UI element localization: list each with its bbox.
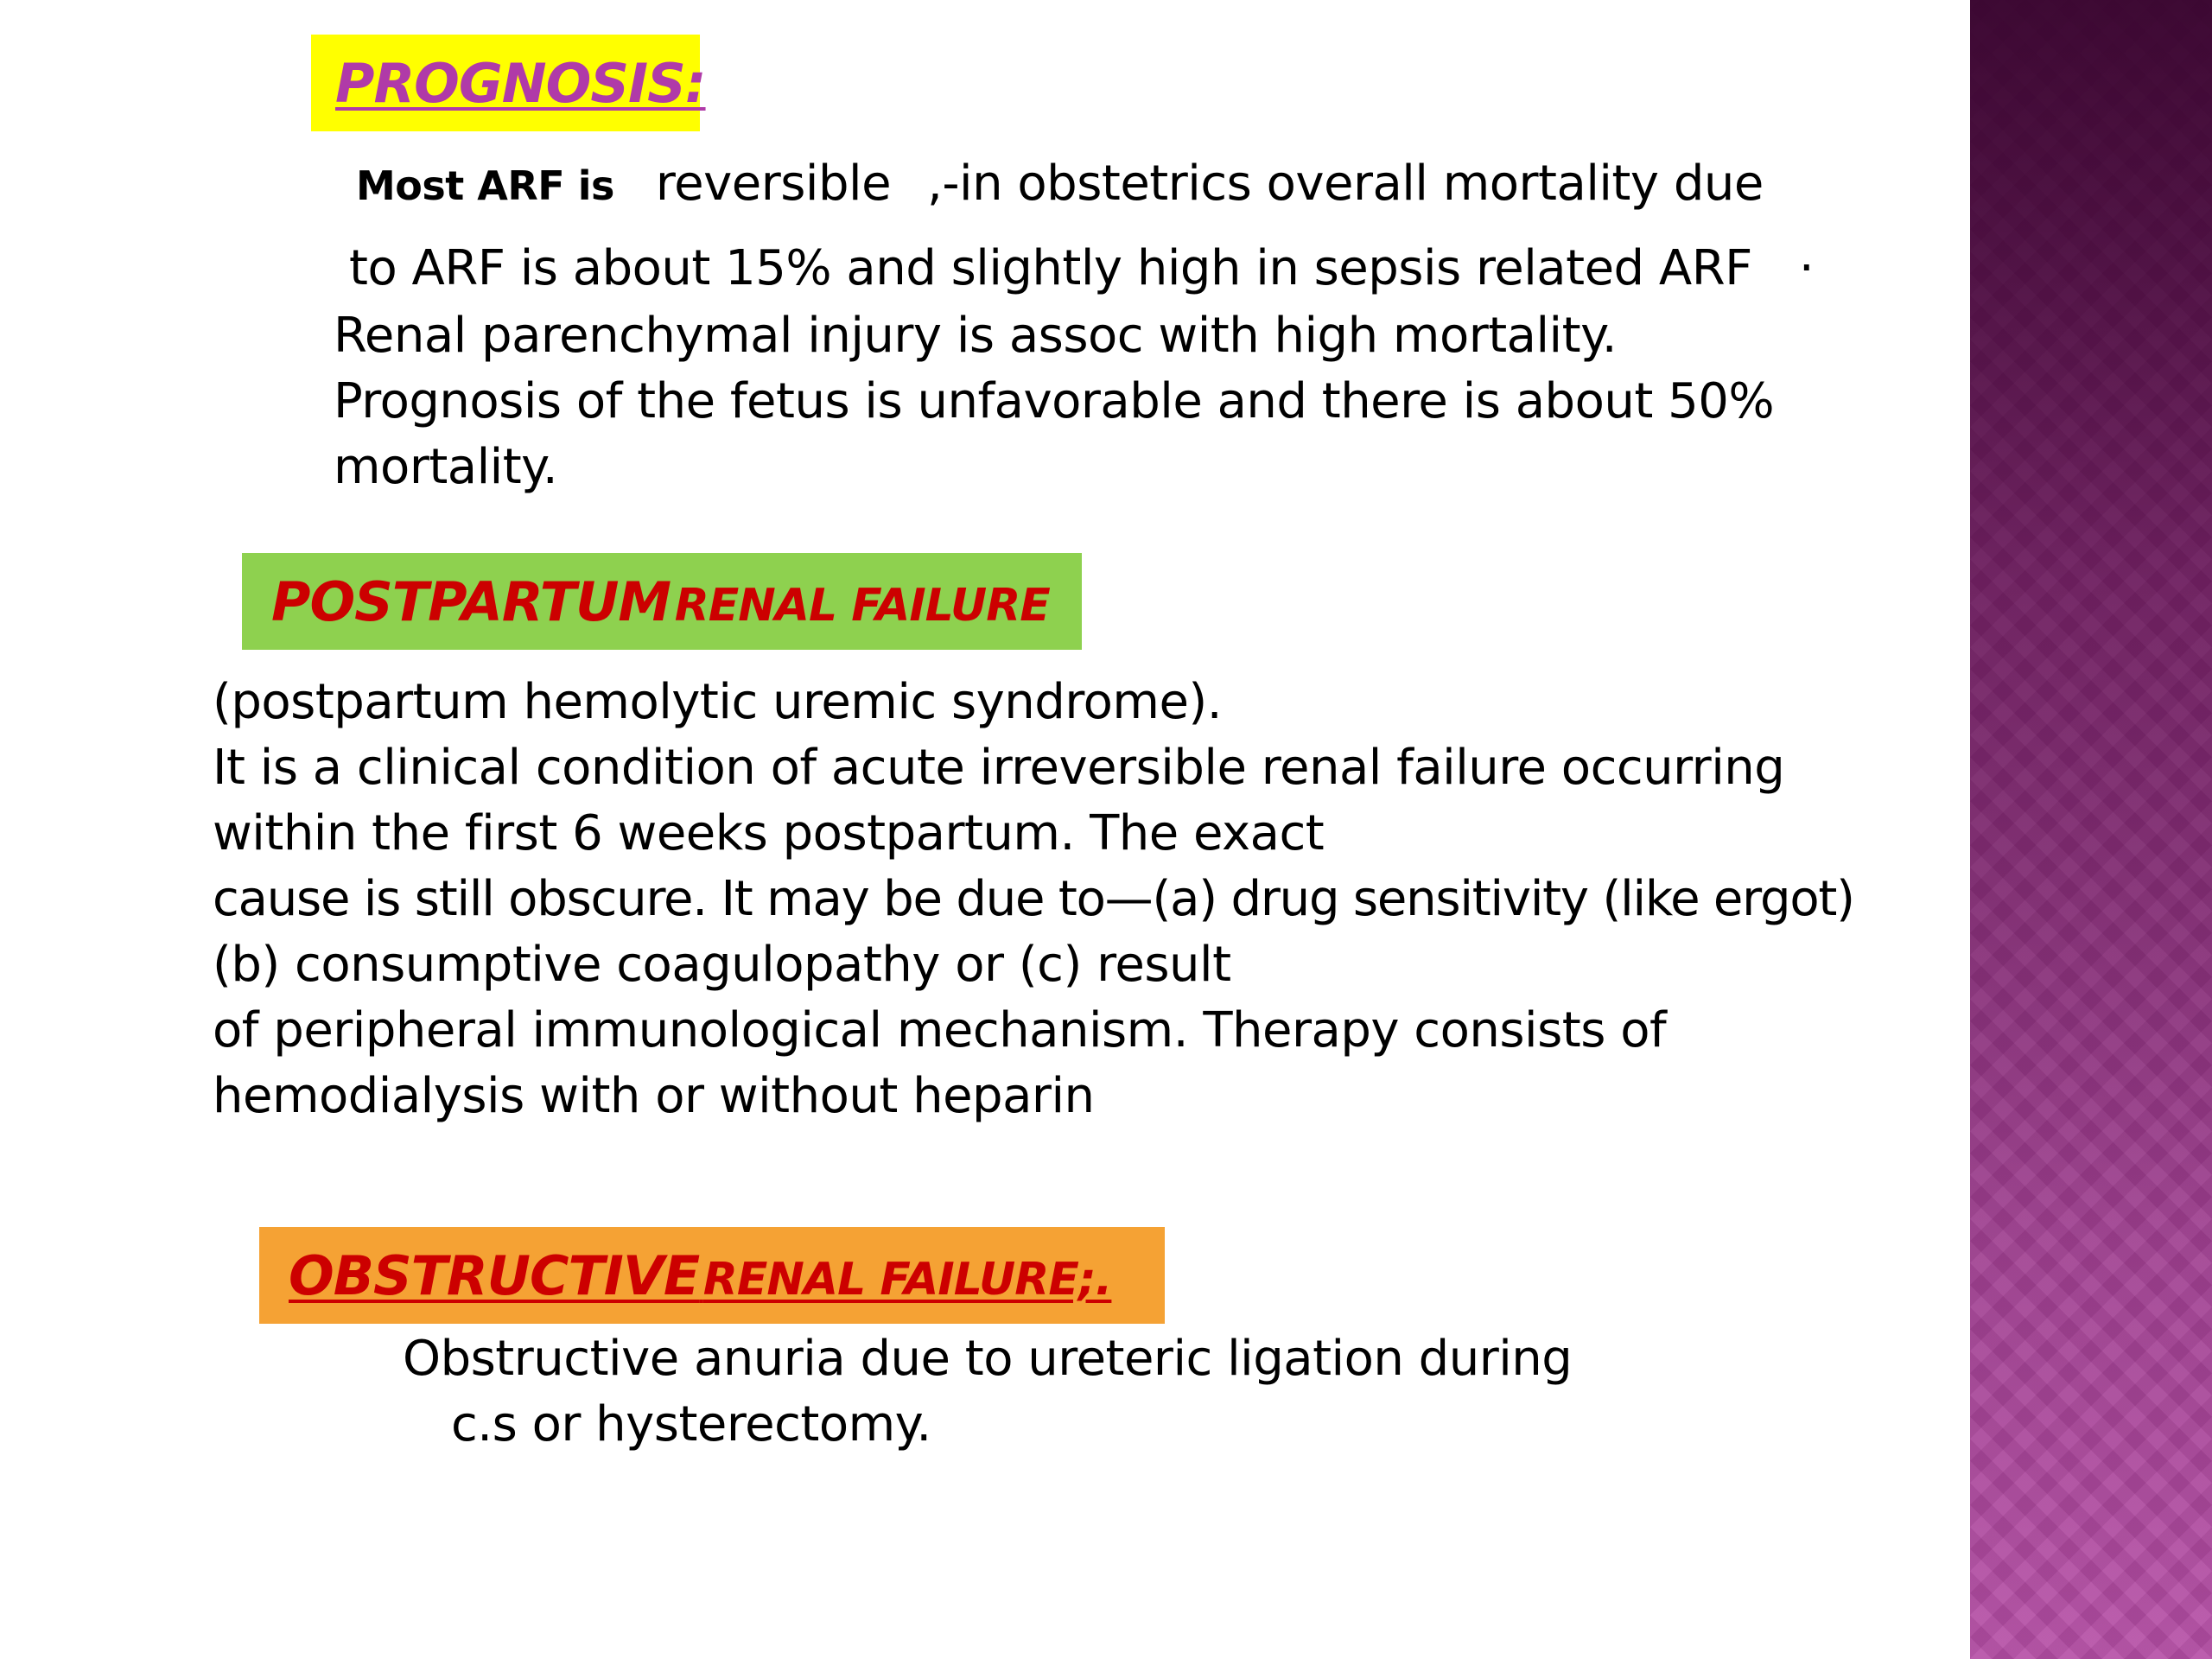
obstructive-heading-box xyxy=(259,1227,1165,1324)
prognosis-line-1-lead: Most ARF is xyxy=(356,162,614,209)
bullet-dot: · xyxy=(1798,240,1815,296)
decorative-side-panel xyxy=(1970,0,2212,1659)
prognosis-line-5: mortality. xyxy=(334,439,558,495)
obstructive-heading-sub: RENAL FAILURE;. xyxy=(702,1253,1112,1306)
postpartum-line-4: cause is still obscure. It may be due to—(a) drug sensitivity (like ergot) xyxy=(213,871,1854,927)
prognosis-line-1 xyxy=(356,156,1764,214)
prognosis-line-4: Prognosis of the fetus is unfavorable and there is about 50% xyxy=(334,373,1775,429)
postpartum-line-1: (postpartum hemolytic uremic syndrome). xyxy=(213,674,1223,730)
postpartum-line-5: (b) consumptive coagulopathy or (c) result xyxy=(213,937,1231,993)
prognosis-line-2 xyxy=(349,240,1814,297)
prognosis-heading: PROGNOSIS: xyxy=(335,51,706,115)
obstructive-heading xyxy=(289,1244,1111,1307)
postpartum-heading xyxy=(271,570,1050,633)
obstructive-heading-main: OBSTRUCTIVE xyxy=(289,1243,700,1307)
postpartum-heading-box xyxy=(242,553,1082,650)
obstructive-line-2: c.s or hysterectomy. xyxy=(451,1396,931,1452)
postpartum-line-7: hemodialysis with or without heparin xyxy=(213,1068,1095,1124)
prognosis-line-1-word: reversible xyxy=(655,156,892,212)
postpartum-line-2: It is a clinical condition of acute irreversible renal failure occurring xyxy=(213,740,1785,796)
prognosis-line-1-tail: ,-in obstetrics overall mortality due xyxy=(927,156,1764,212)
postpartum-line-3: within the first 6 weeks postpartum. The exact xyxy=(213,805,1325,861)
prognosis-line-2-text: to ARF is about 15% and slightly high in sepsis related ARF xyxy=(349,240,1752,296)
prognosis-heading-box xyxy=(311,35,706,131)
prognosis-line-3: Renal parenchymal injury is assoc with high mortality. xyxy=(334,308,1618,364)
obstructive-line-1: Obstructive anuria due to ureteric ligation during xyxy=(403,1331,1573,1387)
postpartum-heading-sub: RENAL FAILURE xyxy=(674,579,1050,632)
postpartum-heading-main: POSTPARTUM xyxy=(271,569,671,633)
postpartum-line-6: of peripheral immunological mechanism. Therapy consists of xyxy=(213,1002,1667,1058)
